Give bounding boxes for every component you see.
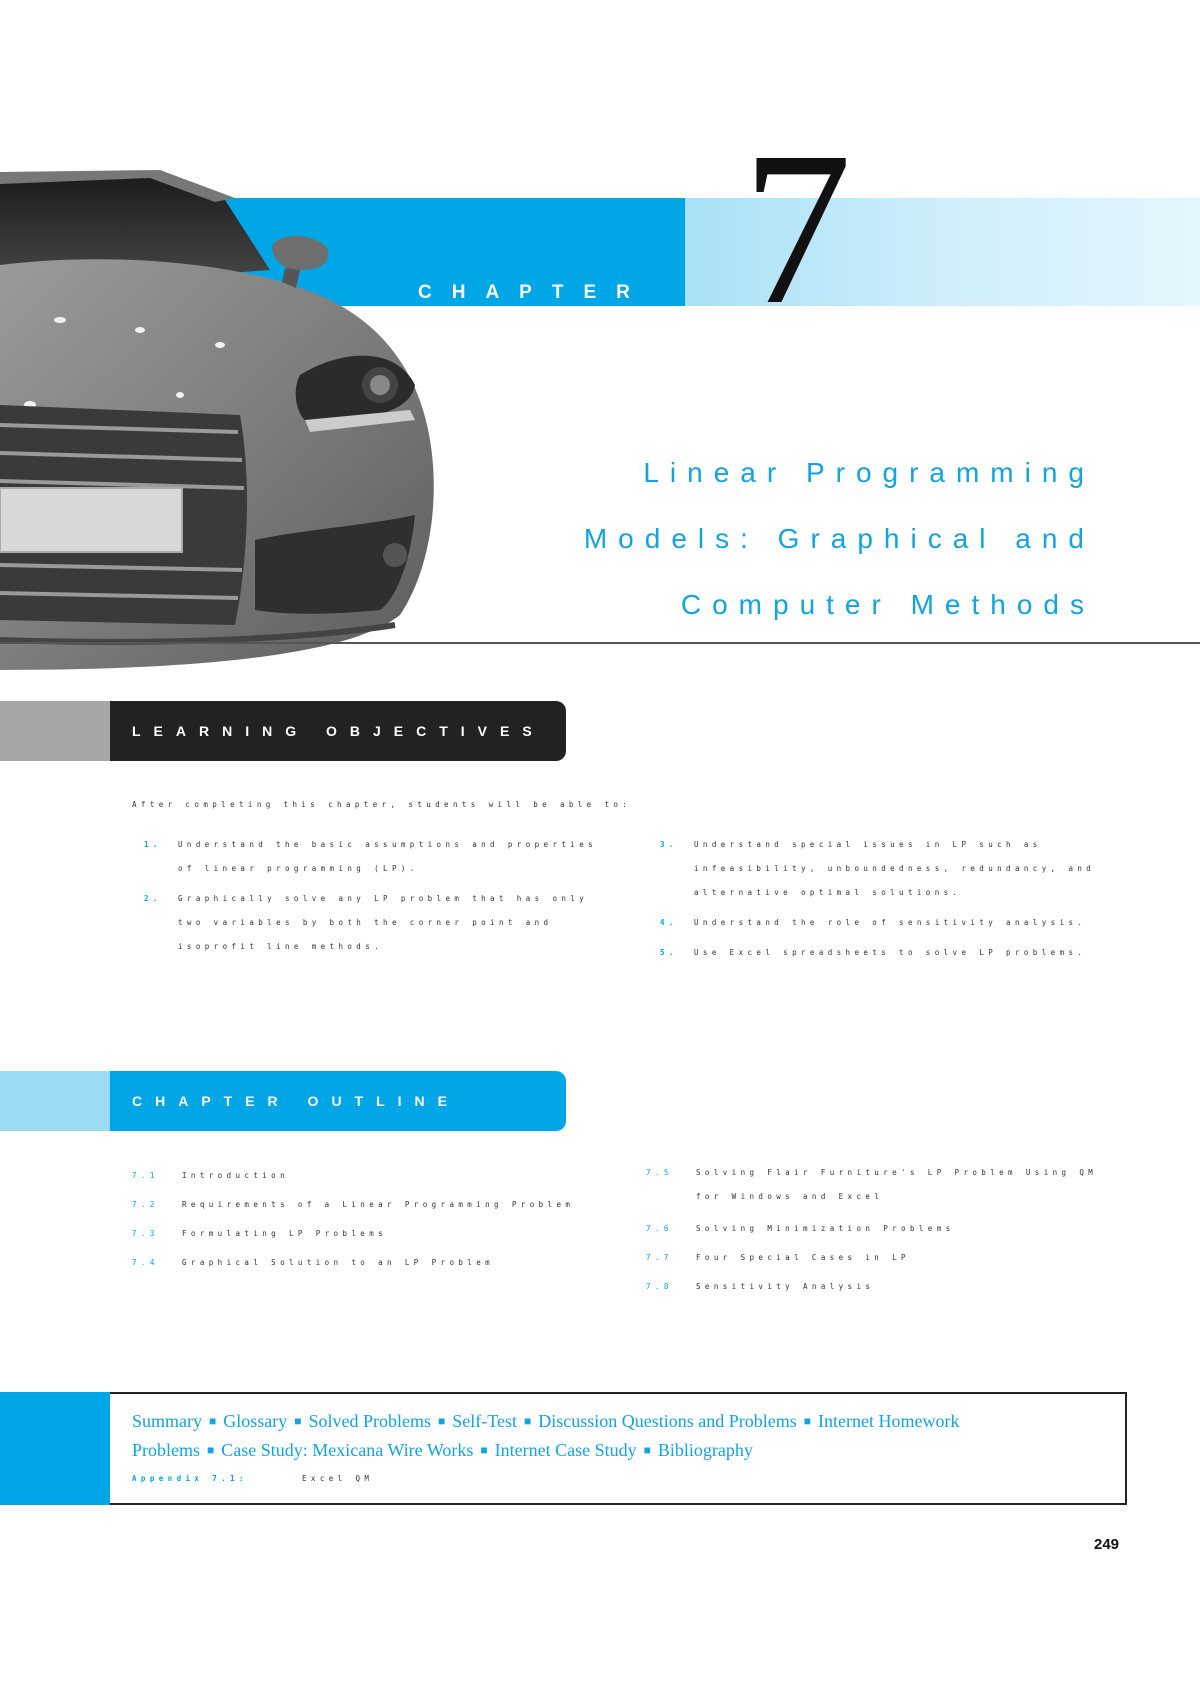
end-of-chapter-box (110, 1392, 1127, 1505)
bullet-icon: ■ (207, 1443, 215, 1457)
objective-item (144, 887, 618, 959)
eoc-item: Self-Test (452, 1411, 517, 1431)
learning-objectives-heading: LEARNING OBJECTIVES (110, 701, 566, 761)
outline-section-number: 7.7 (646, 1253, 673, 1262)
objective-text: Use Excel spreadsheets to solve LP problems. (694, 948, 1087, 957)
objective-item (144, 833, 618, 881)
objective-number: 5. (660, 948, 678, 957)
objective-item (660, 911, 1134, 935)
outline-item (646, 1243, 1116, 1272)
outline-section-number: 7.1 (132, 1171, 159, 1180)
outline-section-number: 7.6 (646, 1224, 673, 1233)
eoc-item: Problems (132, 1440, 201, 1460)
outline-section-number: 7.3 (132, 1229, 159, 1238)
outline-section-title: Four Special Cases in LP (696, 1253, 910, 1262)
objective-text: Understand special issues in LP such as infeasibility, unboundedness, redundancy, and alternative optimal solutions. (694, 840, 1096, 897)
outline-section-title: Formulating LP Problems (182, 1229, 388, 1238)
objective-item (660, 941, 1134, 965)
outline-section-number: 7.5 (646, 1168, 673, 1177)
bullet-icon: ■ (524, 1414, 532, 1428)
objective-text: Understand the basic assumptions and properties of linear programming (LP). (178, 840, 598, 873)
end-of-chapter-line (132, 1437, 1103, 1466)
outline-item (646, 1214, 1116, 1243)
chapter-title-line: Computer Methods (680, 589, 1095, 620)
chapter-title-line: Linear Programming (643, 457, 1095, 488)
outline-section-number: 7.4 (132, 1258, 159, 1267)
objective-text: Understand the role of sensitivity analysis. (694, 918, 1087, 927)
learning-objectives-tab-stub (0, 701, 110, 761)
sports-car-image (0, 170, 445, 680)
objectives-right-column (660, 833, 1134, 971)
bullet-icon: ■ (438, 1414, 446, 1428)
outline-section-title: Introduction (182, 1171, 289, 1180)
chapter-outline-heading: CHAPTER OUTLINE (110, 1071, 566, 1131)
eoc-item: Internet Case Study (494, 1440, 637, 1460)
objective-number: 2. (144, 894, 162, 903)
outline-section-number: 7.2 (132, 1200, 159, 1209)
appendix-line (132, 1474, 1103, 1483)
end-of-chapter-tab-stub (0, 1392, 110, 1505)
outline-section-title: Solving Flair Furniture's LP Problem Using QM for Windows and Excel (696, 1168, 1098, 1201)
bullet-icon: ■ (480, 1443, 488, 1457)
bullet-icon: ■ (803, 1414, 811, 1428)
outline-item (132, 1219, 602, 1248)
eoc-item: Glossary (223, 1411, 288, 1431)
objective-number: 4. (660, 918, 678, 927)
outline-item (646, 1272, 1116, 1301)
outline-section-number: 7.8 (646, 1282, 673, 1291)
outline-right-column (646, 1161, 1116, 1301)
eoc-item: Solved Problems (308, 1411, 432, 1431)
bullet-icon: ■ (209, 1414, 217, 1428)
appendix-label: Appendix 7.1: (132, 1474, 248, 1483)
objective-item (660, 833, 1134, 905)
outline-section-title: Requirements of a Linear Programming Problem (182, 1200, 575, 1209)
outline-section-title: Graphical Solution to an LP Problem (182, 1258, 495, 1267)
page-number: 249 (1094, 1536, 1120, 1553)
outline-section-title: Sensitivity Analysis (696, 1282, 875, 1291)
bullet-icon: ■ (643, 1443, 651, 1457)
eoc-item: Internet Homework (818, 1411, 960, 1431)
outline-item (132, 1190, 602, 1219)
objective-number: 1. (144, 840, 162, 849)
outline-item (646, 1161, 1116, 1209)
outline-item (132, 1161, 602, 1190)
outline-left-column (132, 1161, 602, 1277)
outline-section-title: Solving Minimization Problems (696, 1224, 955, 1233)
eoc-item: Case Study: Mexicana Wire Works (221, 1440, 474, 1460)
title-divider (0, 642, 1200, 644)
chapter-number: 7 (742, 106, 852, 350)
appendix-title: Excel QM (302, 1474, 374, 1483)
outline-item (132, 1248, 602, 1277)
eoc-item: Discussion Questions and Problems (538, 1411, 797, 1431)
end-of-chapter-line (132, 1408, 1103, 1437)
eoc-item: Bibliography (657, 1440, 753, 1460)
bullet-icon: ■ (294, 1414, 302, 1428)
learning-objectives-intro: After completing this chapter, students will be able to: (132, 800, 632, 809)
eoc-item: Summary (132, 1411, 202, 1431)
objective-number: 3. (660, 840, 678, 849)
chapter-title (584, 440, 1095, 638)
objectives-left-column (144, 833, 618, 965)
chapter-label: CHAPTER (418, 282, 650, 303)
chapter-title-line: Models: Graphical and (583, 523, 1095, 554)
chapter-outline-tab-stub (0, 1071, 110, 1131)
objective-text: Graphically solve any LP problem that has only two variables by both the corner point and isoprofit line methods. (178, 894, 589, 951)
